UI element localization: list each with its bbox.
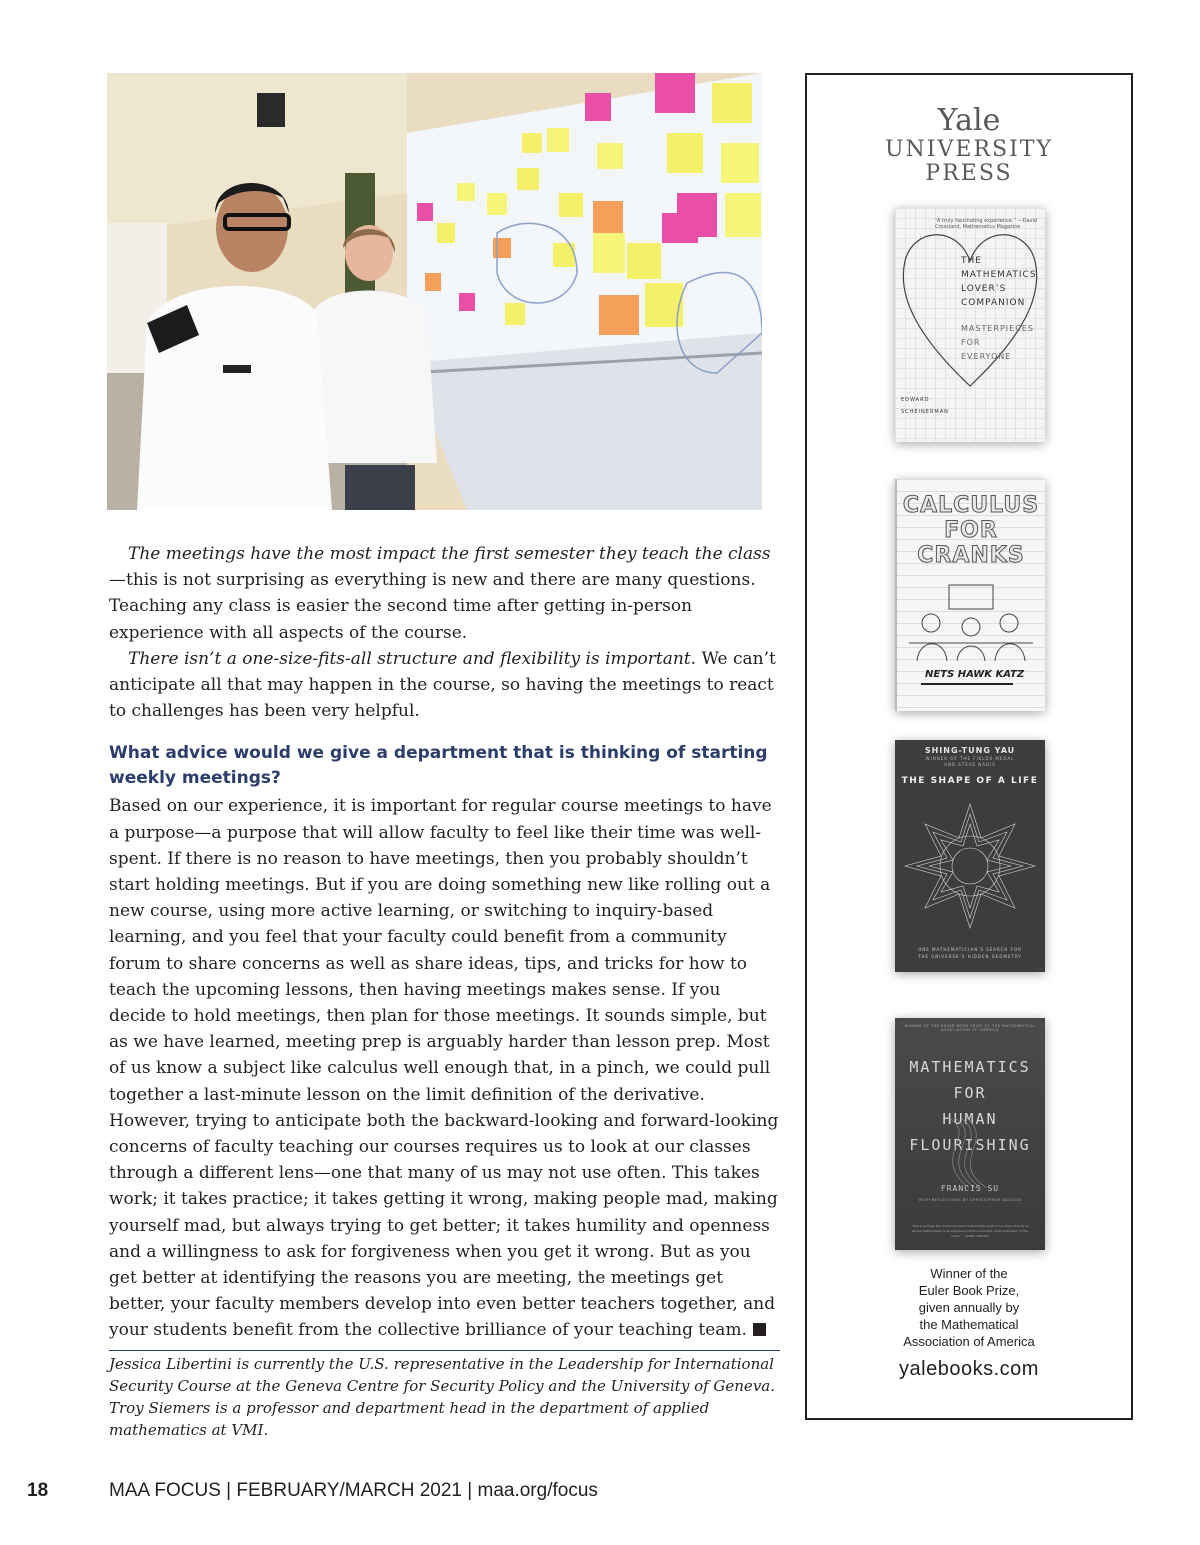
book3-subtitle-line: THE UNIVERSE’S HIDDEN GEOMETRY [918,954,1022,959]
yale-press-ad [805,73,1133,1420]
book2-title-line: CRANKS [917,543,1025,568]
book4-title-line: HUMAN [942,1110,998,1128]
award-note-line: Association of America [903,1334,1035,1349]
book1-subtitle-line: MASTERPIECES [961,324,1034,333]
end-mark-icon [753,1323,766,1336]
award-note-line: given annually by [918,1300,1020,1315]
book4-award-line: WINNER OF THE EULER BOOK PRIZE OF THE MATHEMATICAL ASSOCIATION OF AMERICA [904,1024,1036,1032]
section-heading: What advice would we give a department that is thinking of starting weekly meetings? [109,743,768,789]
book2-title [897,493,1045,568]
photo-illustration [107,73,762,510]
wave-lines-illustration [895,1118,1045,1188]
award-note-line: Winner of the [930,1266,1008,1281]
book1-title-line: MATHEMATICS [961,270,1037,280]
book4-author: FRANCIS SU [940,1184,1000,1193]
paragraph-3-body: Based on our experience, it is important for regular course meetings to have a purpose—a purpose that will allow faculty to feel like their time was well-spent. If there is no reason to have meetings, then you probably shouldn’t start holding meetings. But if you are doing something new like rolling out a new course, using more active learning, or switching to inquiry-based learning, and you feel that your faculty could benefit from a community forum to share concerns as well as share ideas, tips, and tricks for how to teach the upcoming lessons, then having meetings makes sense. If you decide to hold meetings, then plan for those meetings. It sounds simple, but as we have learned, meeting prep is arguably harder than lesson prep. Most of us know a subject like calculus well enough that, in a pinch, we could pull together a last-minute lesson on the limit definition of the derivative. However, trying to anticipate both the backward-looking and forward-looking concerns of faculty teaching our courses requires us to look at our classes through a different lens—one that many of us may not use often. This takes work; it takes practice; it takes getting it wrong, making people mad, making yourself mad, but always trying to get better; it takes humility and openness and a willingness to ask for forgiveness when you get it wrong. But as you get better at identifying the reasons you are meeting, the meetings get better, your faculty members develop into even better teachers together, and your students benefit from the collective brilliance of your teaching team. [109,796,779,1341]
paragraph-2-body: We can’t anticipate all that may happen in the course, so having the meetings to react to challenges has been very helpful. [109,648,776,722]
book1-title-line: COMPANION [961,298,1026,308]
book2-title-line: FOR [944,518,998,543]
book1-author [901,394,949,418]
book1-subtitle-line: EVERYONE [961,352,1012,361]
classroom-sketch-illustration [909,583,1033,663]
page-footer [0,1480,1200,1506]
book-cover-calculus-for-cranks [895,479,1045,711]
book1-blurb: “A truly fascinating experience.” —David Crossland, Mathematics Magazine [935,218,1038,230]
book-cover-shape-of-a-life [895,740,1045,972]
article-photo [107,73,762,510]
paragraph-1 [109,541,781,646]
book2-author-underline [921,683,1013,685]
book1-title-line: LOVER’S [961,284,1007,294]
paragraph-1-lead: The meetings have the most impact the first semester they teach the class [128,544,771,564]
publication-line: MAA FOCUS | FEBRUARY/MARCH 2021 | maa.org/focus [109,1480,598,1501]
award-note-line: the Mathematical [919,1317,1019,1332]
book3-subtitle [895,946,1045,960]
article-column [109,541,781,1344]
award-note [807,1265,1131,1350]
page-number: 18 [27,1480,49,1501]
book3-coauthor-line: AND STEVE NADIS [944,762,996,767]
geometric-star-illustration [895,796,1045,936]
book4-quote: “This is perhaps the most important mathematics book of our time. Francis Su shows mathematics is an experience of the mind and, most important, of the heart.” —JAMES TANTON [911,1224,1029,1238]
book4-title-line: MATHEMATICS [909,1058,1031,1076]
book4-title-line: FOR [953,1084,987,1102]
paragraph-2-lead: There isn’t a one-size-fits-all structure and flexibility is important. [128,648,697,669]
award-note-line: Euler Book Prize, [918,1283,1020,1298]
author-bio: Jessica Libertini is currently the U.S. representative in the Leadership for International Security Course at the Geneva Centre for Security Policy and the University of Geneva. Troy Siemers is a professor and department head in the department of applied mathematics at VMI. [109,1355,775,1439]
book-cover-mathematics-for-human-flourishing [895,1018,1045,1250]
bio-divider [109,1350,780,1351]
book-cover-mathematics-lovers-companion [895,208,1045,442]
publisher-logo-line-2: UNIVERSITY [885,137,1053,162]
paragraph-3 [109,793,781,1343]
book1-subtitle-line: FOR [961,338,981,347]
book3-author: SHING-TUNG YAU [924,746,1016,755]
book3-title: THE SHAPE OF A LIFE [901,776,1039,786]
publisher-logo-line-1: Yale [937,103,1001,138]
book1-subtitle [961,322,1043,364]
book3-subtitle-line: ONE MATHEMATICIAN’S SEARCH FOR [918,947,1022,952]
book3-coauthor [895,756,1045,768]
book1-title [961,254,1043,310]
book4-subline: WITH REFLECTIONS BY CHRISTOPHER JACKSON [918,1198,1022,1202]
paragraph-2 [109,646,781,725]
book1-author-line: SCHEINERMAN [901,409,949,415]
book3-coauthor-line: WINNER OF THE FIELDS MEDAL [925,756,1015,761]
book2-author: NETS HAWK KATZ [925,669,1025,680]
paragraph-1-body: —this is not surprising as everything is new and there are many questions. Teaching any class is easier the second time after getting in-person experience with all aspects of the course. [109,570,756,643]
book1-author-line: EDWARD [901,397,930,403]
book4-title-line: FLOURISHING [909,1136,1031,1154]
book2-title-line: CALCULUS [902,493,1040,518]
book1-title-line: THE [961,256,982,266]
publisher-website-link[interactable]: yalebooks.com [899,1358,1039,1380]
publisher-logo-line-3: PRESS [925,161,1013,186]
